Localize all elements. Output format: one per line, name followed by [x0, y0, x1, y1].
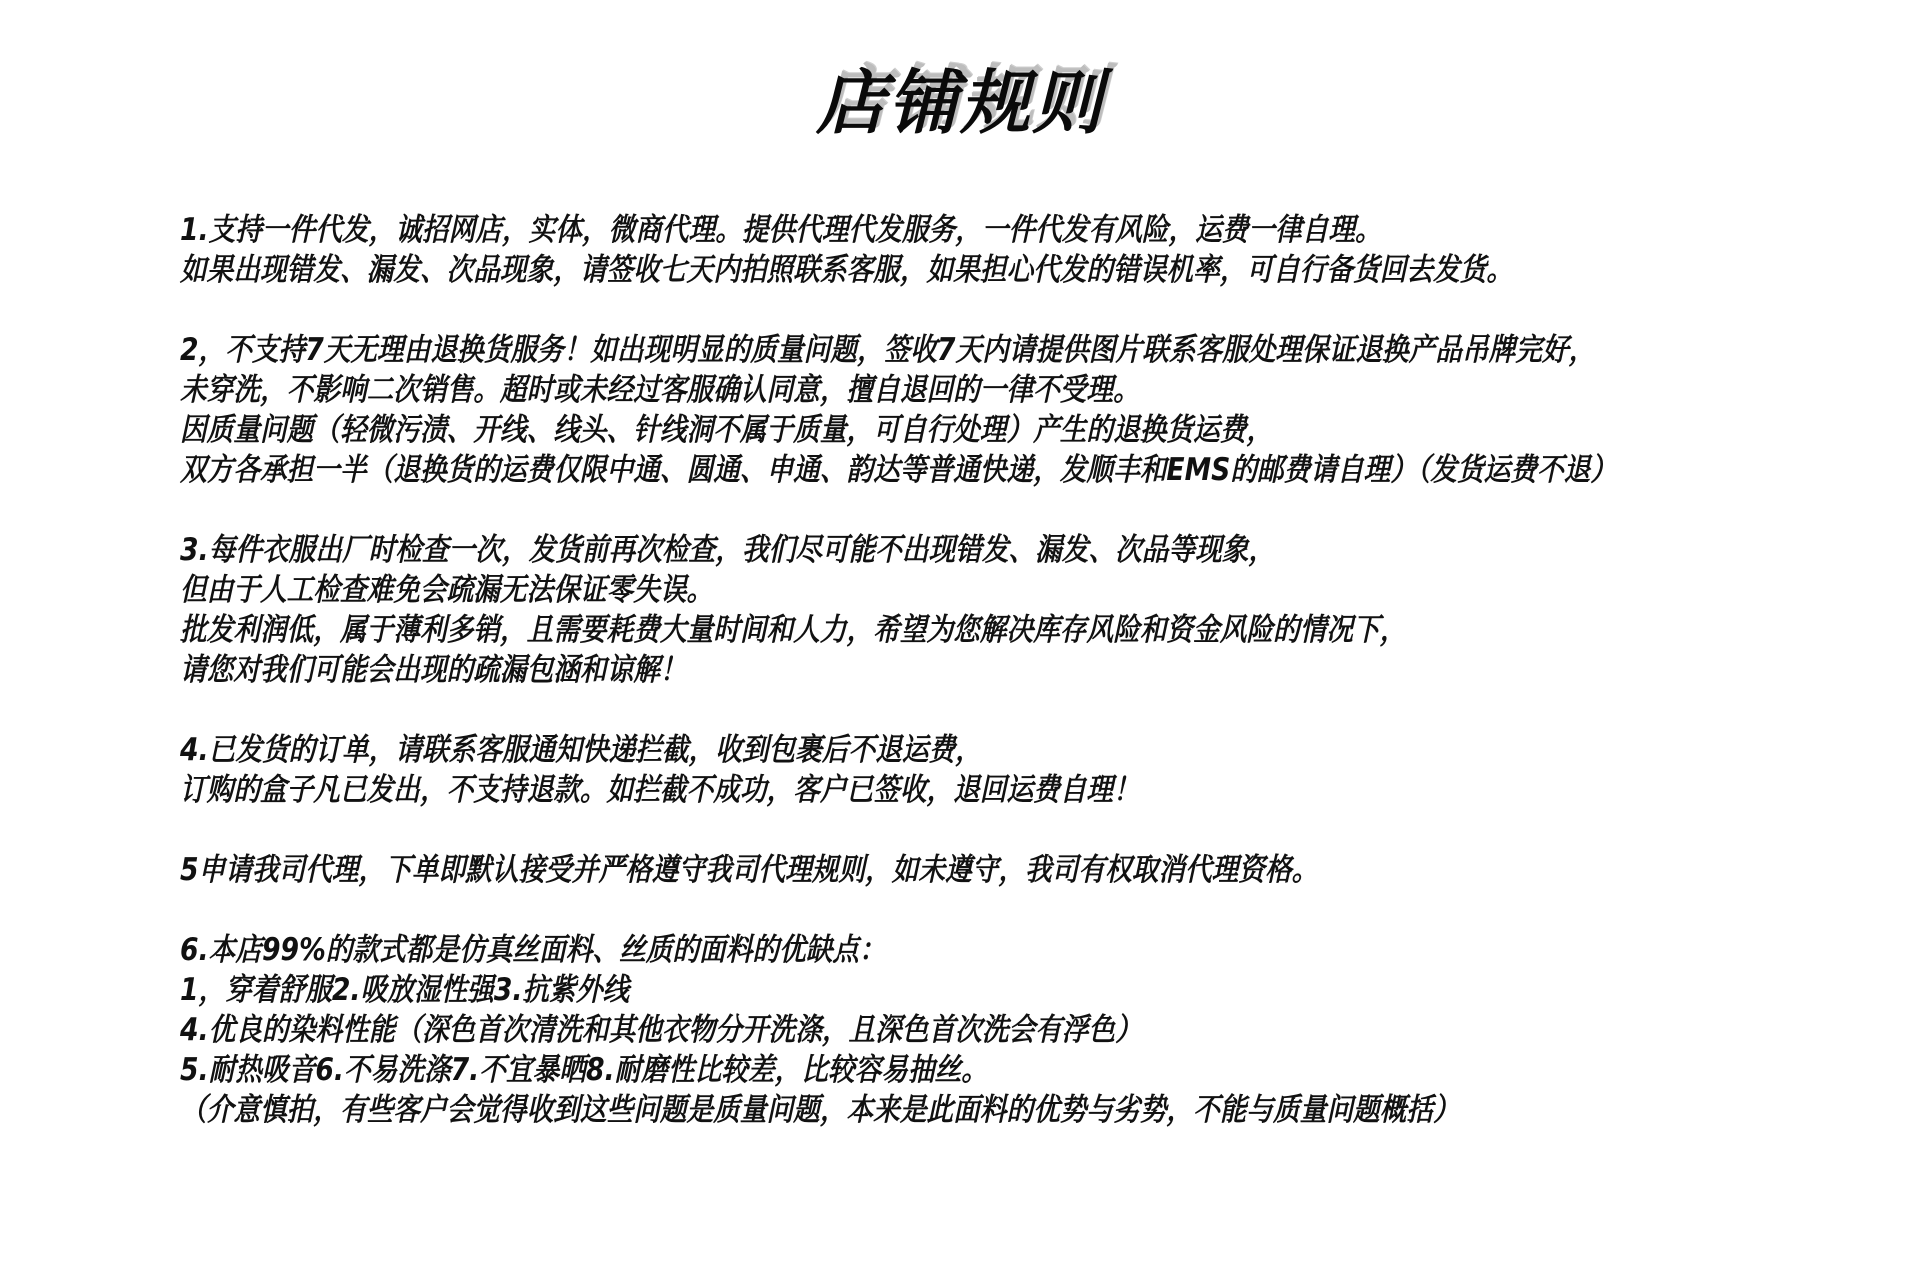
rules-list [180, 210, 1880, 1170]
rule-line: 1.支持一件代发，诚招网店，实体，微商代理。提供代理代发服务，一件代发有风险，运费一律自理。 [180, 212, 1382, 248]
rule-line: 如果出现错发、漏发、次品现象，请签收七天内拍照联系客服，如果担心代发的错误机率，可自行备货回去发货。 [180, 252, 1513, 288]
rule-section-3 [180, 530, 1880, 690]
rule-line: 5申请我司代理，下单即默认接受并严格遵守我司代理规则，如未遵守，我司有权取消代理资格。 [180, 852, 1319, 888]
rule-section-4 [180, 730, 1880, 810]
rule-line: 4.优良的染料性能（深色首次清洗和其他衣物分开洗涤，且深色首次洗会有浮色） [180, 1012, 1142, 1048]
rule-line: 3.每件衣服出厂时检查一次，发货前再次检查，我们尽可能不出现错发、漏发、次品等现象， [180, 532, 1276, 568]
rule-section-6 [180, 930, 1880, 1130]
rule-section-5 [180, 850, 1880, 890]
rule-section-2 [180, 330, 1880, 490]
rule-line: 4.已发货的订单，请联系客服通知快递拦截，收到包裹后不退运费， [180, 732, 982, 768]
rule-line: 因质量问题（轻微污渍、开线、线头、针线洞不属于质量，可自行处理）产生的退换货运费， [180, 412, 1274, 448]
rule-line: 1，穿着舒服2.吸放湿性强3.抗紫外线 [180, 972, 630, 1008]
rule-line: （介意慎拍，有些客户会觉得收到这些问题是质量问题，本来是此面料的优势与劣势，不能与质量问题概括） [180, 1092, 1460, 1128]
rule-section-1 [180, 210, 1880, 290]
rule-line: 5.耐热吸音6.不易洗涤7.不宜暴晒8.耐磨性比较差，比较容易抽丝。 [180, 1052, 988, 1088]
rule-line: 批发利润低，属于薄利多销，且需要耗费大量时间和人力，希望为您解决库存风险和资金风险的情况下， [180, 612, 1407, 648]
rule-line: 双方各承担一半（退换货的运费仅限中通、圆通、申通、韵达等普通快递，发顺丰和EMS的邮费请自理）（发货运费不退） [180, 452, 1617, 488]
rule-line: 订购的盒子凡已发出，不支持退款。如拦截不成功，客户已签收，退回运费自理！ [180, 772, 1140, 808]
rule-line: 未穿洗，不影响二次销售。超时或未经过客服确认同意，擅自退回的一律不受理。 [180, 372, 1140, 408]
rule-line: 请您对我们可能会出现的疏漏包涵和谅解！ [180, 652, 687, 688]
page-title: 店铺规则 [816, 62, 1104, 144]
rule-line: 6.本店99%的款式都是仿真丝面料、丝质的面料的优缺点： [180, 932, 886, 968]
rule-line: 但由于人工检查难免会疏漏无法保证零失误。 [180, 572, 714, 608]
rule-line: 2，不支持7天无理由退换货服务！如出现明显的质量问题，签收7天内请提供图片联系客服处理保证退换产品吊牌完好， [180, 332, 1596, 368]
